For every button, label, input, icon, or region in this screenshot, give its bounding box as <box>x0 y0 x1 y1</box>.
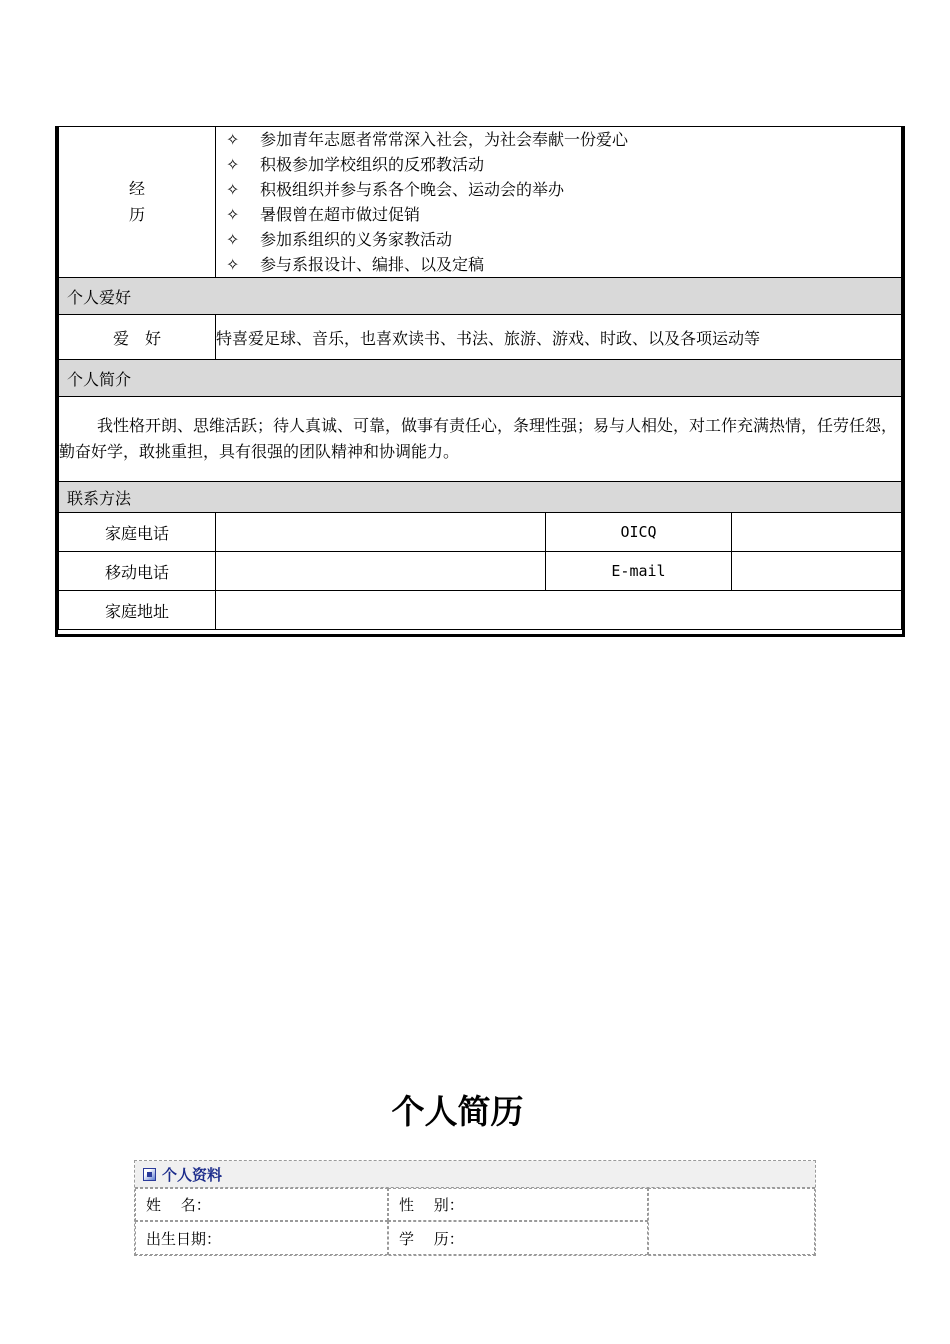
experience-label-line1: 经 <box>128 179 145 198</box>
email-label: E-mail <box>546 552 732 591</box>
experience-label <box>59 127 216 278</box>
contact-section-row <box>59 482 902 513</box>
contact-row-address <box>59 591 902 630</box>
contact-row-mobile <box>59 552 902 591</box>
personal-info-header <box>135 1161 815 1188</box>
personal-info-title: 个人资料 <box>162 1165 223 1184</box>
diamond-bullet-icon: ✧ <box>226 130 240 149</box>
photo-area <box>648 1188 815 1255</box>
home-address-label: 家庭地址 <box>59 591 216 630</box>
experience-item-text: 参加青年志愿者常常深入社会，为社会奉献一份爱心 <box>260 130 629 149</box>
experience-item-text: 参加系组织的义务家教活动 <box>260 230 453 249</box>
home-phone-label: 家庭电话 <box>59 513 216 552</box>
name-label: 姓 名： <box>146 1196 211 1214</box>
hobbies-section-title: 个人爱好 <box>59 278 902 315</box>
experience-label-line2: 历 <box>128 205 145 224</box>
diamond-bullet-icon: ✧ <box>226 255 240 274</box>
contact-row-phone <box>59 513 902 552</box>
gender-label: 性 别： <box>399 1196 464 1214</box>
home-address-field[interactable] <box>216 591 902 630</box>
oicq-label: OICQ <box>546 513 732 552</box>
intro-section-title: 个人简介 <box>59 360 902 397</box>
diamond-bullet-icon: ✧ <box>226 180 240 199</box>
home-phone-field[interactable] <box>216 513 546 552</box>
section-icon <box>143 1168 156 1181</box>
experience-item-text: 暑假曾在超市做过促销 <box>260 205 421 224</box>
mobile-phone-field[interactable] <box>216 552 546 591</box>
list-item <box>226 177 901 202</box>
experience-list-cell <box>216 127 902 278</box>
personal-info-box <box>134 1160 816 1256</box>
birth-date-label: 出生日期： <box>146 1229 222 1248</box>
email-field[interactable] <box>732 552 902 591</box>
experience-item-text: 积极组织并参与系各个晚会、运动会的举办 <box>260 180 565 199</box>
gender-field[interactable] <box>388 1188 648 1221</box>
experience-list <box>216 127 901 277</box>
resume-table <box>55 126 905 637</box>
hobbies-section-row <box>59 278 902 315</box>
name-field[interactable] <box>135 1188 388 1221</box>
diamond-bullet-icon: ✧ <box>226 155 240 174</box>
oicq-field[interactable] <box>732 513 902 552</box>
hobbies-text: 特喜爱足球、音乐，也喜欢读书、书法、旅游、游戏、时政、以及各项运动等 <box>216 315 902 360</box>
personal-info-grid <box>135 1188 815 1255</box>
education-label: 学 历： <box>399 1229 464 1248</box>
birth-date-field[interactable] <box>135 1221 388 1255</box>
list-item <box>226 202 901 227</box>
education-field[interactable] <box>388 1221 648 1255</box>
intro-text: 我性格开朗、思维活跃；待人真诚、可靠，做事有责任心，条理性强；易与人相处，对工作充满热情，任劳任怨，勤奋好学，敢挑重担，具有很强的团队精神和协调能力。 <box>59 397 902 482</box>
diamond-bullet-icon: ✧ <box>226 230 240 249</box>
intro-section-row <box>59 360 902 397</box>
contact-section-title: 联系方法 <box>59 482 902 513</box>
list-item <box>226 252 901 277</box>
list-item <box>226 152 901 177</box>
mobile-phone-label: 移动电话 <box>59 552 216 591</box>
experience-item-text: 积极参加学校组织的反邪教活动 <box>260 155 485 174</box>
list-item <box>226 127 901 152</box>
experience-row <box>59 127 902 278</box>
list-item <box>226 227 901 252</box>
hobbies-row <box>59 315 902 360</box>
experience-item-text: 参与系报设计、编排、以及定稿 <box>260 255 485 274</box>
hobbies-label: 爱 好 <box>59 315 216 360</box>
intro-row <box>59 397 902 482</box>
page-title: 个人简历 <box>391 1092 524 1131</box>
diamond-bullet-icon: ✧ <box>226 205 240 224</box>
